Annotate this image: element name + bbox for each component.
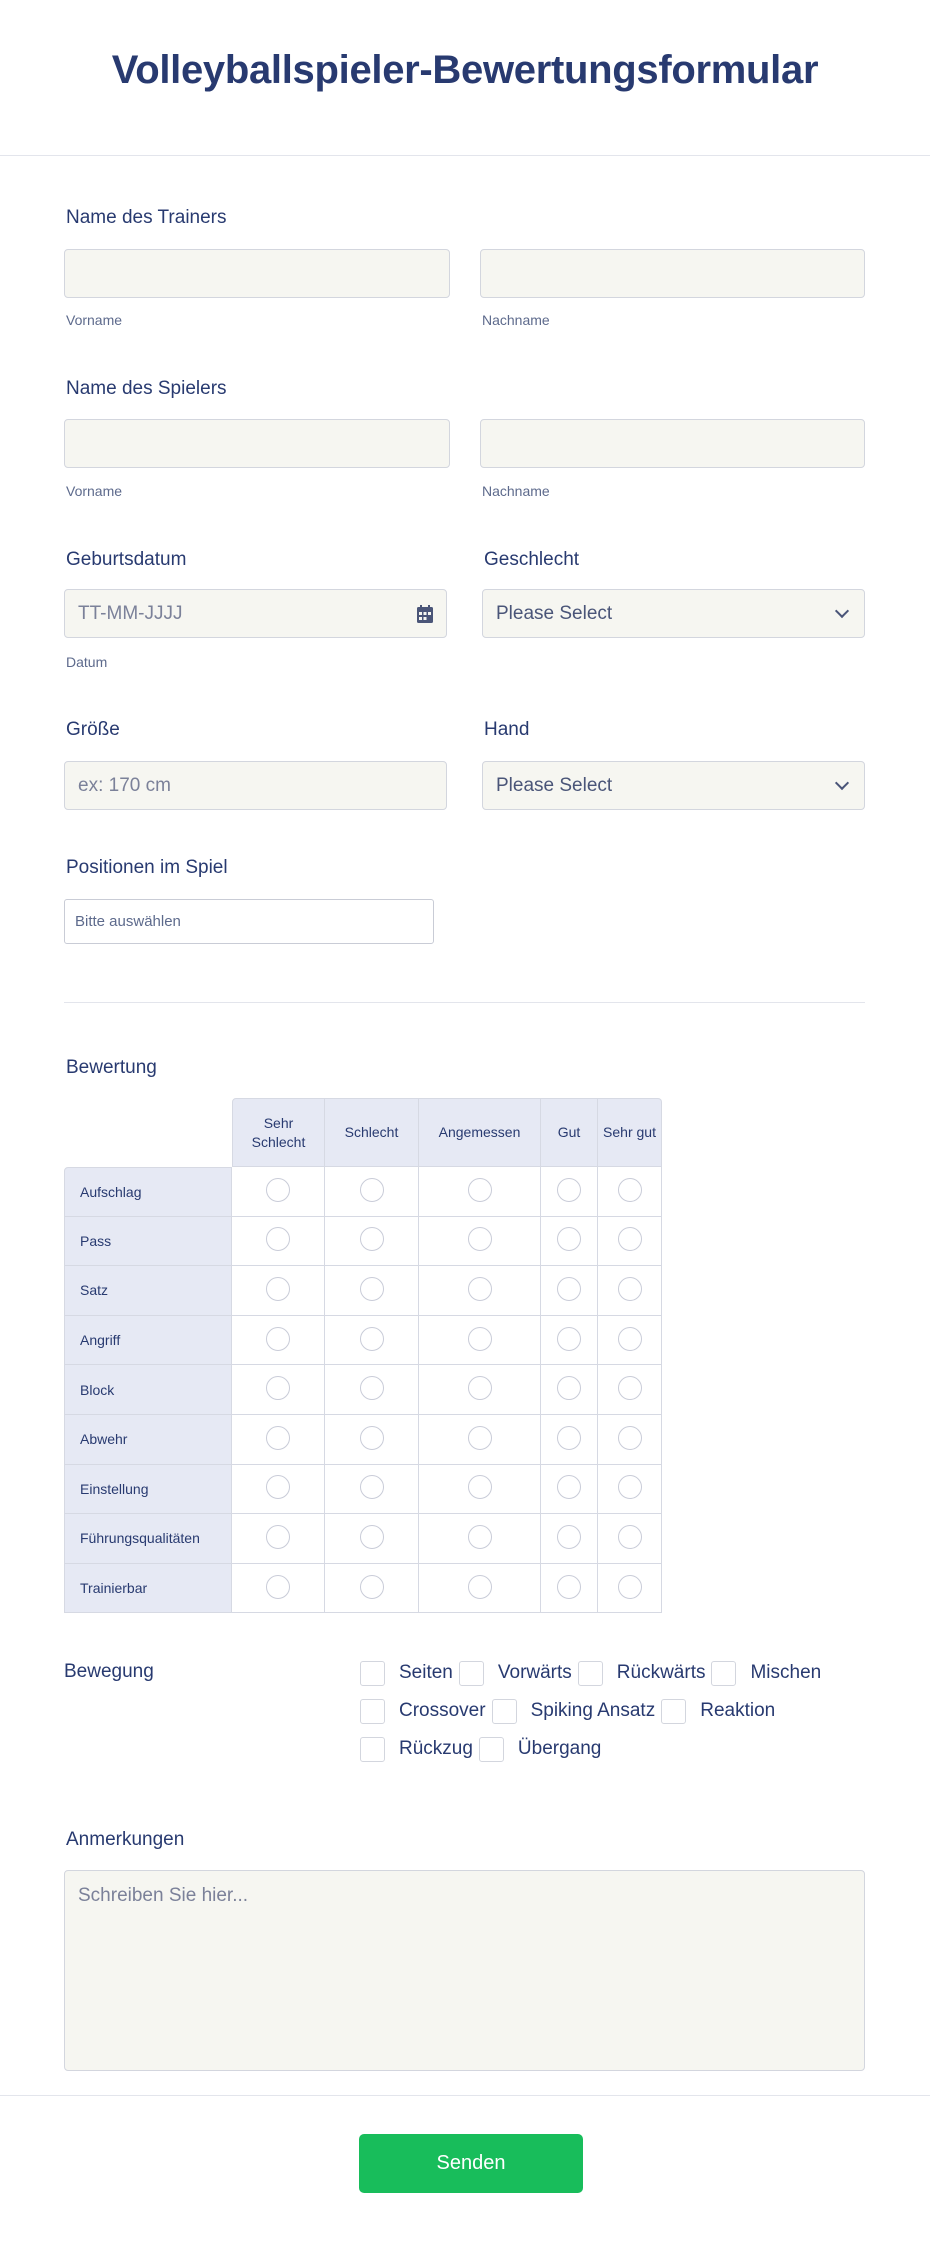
rating-radio[interactable] [618,1426,642,1450]
movement-checkbox[interactable] [578,1661,603,1686]
rating-radio[interactable] [618,1277,642,1301]
notes-label: Anmerkungen [66,1829,185,1850]
matrix-cell [541,1564,598,1614]
matrix-cell [541,1514,598,1564]
form-title: Volleyballspieler-Bewertungsformular [111,48,819,92]
movement-option-label[interactable]: Crossover [399,1700,486,1721]
matrix-cell [598,1365,662,1415]
matrix-cell [598,1167,662,1217]
matrix-cell [598,1266,662,1316]
movement-checkbox[interactable] [459,1661,484,1686]
rating-radio[interactable] [360,1376,384,1400]
movement-checkbox[interactable] [492,1699,517,1724]
rating-radio[interactable] [360,1227,384,1251]
rating-radio[interactable] [618,1327,642,1351]
trainer-name-label: Name des Trainers [66,207,227,228]
matrix-column-header: Gut [541,1098,598,1167]
submit-button[interactable]: Senden [359,2134,583,2193]
matrix-row [64,1365,662,1415]
matrix-cell [598,1514,662,1564]
movement-option-label[interactable]: Vorwärts [497,1662,572,1683]
rating-radio[interactable] [468,1227,492,1251]
rating-radio[interactable] [266,1227,290,1251]
movement-option-label[interactable]: Spiking Ansatz [530,1700,656,1721]
notes-textarea[interactable] [64,1870,865,2071]
rating-radio[interactable] [360,1575,384,1599]
rating-radio[interactable] [557,1227,581,1251]
matrix-cell [419,1217,541,1267]
rating-radio[interactable] [360,1525,384,1549]
rating-radio[interactable] [468,1525,492,1549]
rating-radio[interactable] [266,1525,290,1549]
matrix-cell [232,1514,325,1564]
rating-radio[interactable] [360,1277,384,1301]
matrix-row-label: Pass [64,1217,232,1267]
movement-checkbox[interactable] [360,1661,385,1686]
birthdate-label: Geburtsdatum [66,549,187,570]
matrix-cell [232,1167,325,1217]
movement-label: Bewegung [64,1661,154,1682]
rating-radio[interactable] [468,1475,492,1499]
checkbox-row [360,1730,880,1768]
matrix-cell [598,1465,662,1515]
matrix-cell [419,1514,541,1564]
movement-checkbox[interactable] [661,1699,686,1724]
matrix-cell [419,1266,541,1316]
matrix-cell [232,1266,325,1316]
player-last-name-input[interactable] [480,419,865,468]
matrix-row-label: Trainierbar [64,1564,232,1614]
matrix-cell [232,1564,325,1614]
rating-radio[interactable] [557,1426,581,1450]
movement-checkbox-group [360,1654,880,1768]
matrix-cell [325,1167,419,1217]
matrix-row-label: Block [64,1365,232,1415]
rating-radio[interactable] [557,1525,581,1549]
matrix-cell [419,1564,541,1614]
rating-radio[interactable] [266,1575,290,1599]
height-label: Größe [66,719,120,740]
matrix-cell [598,1217,662,1267]
matrix-cell [541,1365,598,1415]
matrix-row [64,1564,662,1614]
positions-dropdown[interactable] [64,899,434,944]
matrix-column-header: Angemessen [419,1098,541,1167]
rating-radio[interactable] [468,1178,492,1202]
matrix-cell [325,1415,419,1465]
chevron-down-icon [835,775,849,789]
matrix-row [64,1514,662,1564]
movement-option-label[interactable]: Rückwärts [616,1662,706,1683]
matrix-row-label: Satz [64,1266,232,1316]
matrix-cell [325,1266,419,1316]
matrix-cell [419,1316,541,1366]
matrix-cell [541,1167,598,1217]
rating-radio[interactable] [618,1376,642,1400]
birthdate-placeholder: TT-MM-JJJJ [78,602,183,624]
checkbox-row [360,1654,880,1692]
player-first-name-input[interactable] [64,419,450,468]
matrix-row-label: Führungsqualitäten [64,1514,232,1564]
matrix-cell [232,1217,325,1267]
rating-radio[interactable] [468,1426,492,1450]
matrix-column-header: Sehr Schlecht [232,1098,325,1167]
movement-option-label[interactable]: Rückzug [399,1738,473,1759]
rating-radio[interactable] [468,1327,492,1351]
rating-radio[interactable] [360,1426,384,1450]
movement-option-label[interactable]: Reaktion [700,1700,776,1721]
movement-checkbox[interactable] [479,1737,504,1762]
player-name-label: Name des Spielers [66,378,227,399]
gender-select[interactable] [482,589,865,638]
matrix-row [64,1316,662,1366]
footer-divider [0,2095,930,2096]
matrix-row [64,1266,662,1316]
rating-radio[interactable] [266,1426,290,1450]
matrix-cell [541,1217,598,1267]
matrix-cell [419,1167,541,1217]
rating-radio[interactable] [360,1178,384,1202]
rating-radio[interactable] [266,1178,290,1202]
movement-checkbox[interactable] [711,1661,736,1686]
movement-option-label[interactable]: Mischen [750,1662,822,1683]
rating-radio[interactable] [618,1178,642,1202]
matrix-cell [419,1365,541,1415]
matrix-cell [325,1365,419,1415]
rating-radio[interactable] [557,1575,581,1599]
matrix-cell [541,1316,598,1366]
matrix-cell [325,1316,419,1366]
rating-radio[interactable] [557,1277,581,1301]
matrix-row-label: Aufschlag [64,1167,232,1217]
movement-checkbox[interactable] [360,1737,385,1762]
matrix-cell [325,1514,419,1564]
checkbox-row [360,1692,880,1730]
positions-placeholder: Bitte auswählen [75,913,181,930]
matrix-column-header: Schlecht [325,1098,419,1167]
notes-placeholder: Schreiben Sie hier... [78,1885,249,1906]
rating-radio[interactable] [557,1376,581,1400]
rating-radio[interactable] [468,1575,492,1599]
rating-radio[interactable] [618,1475,642,1499]
rating-radio[interactable] [618,1525,642,1549]
matrix-cell [232,1415,325,1465]
matrix-row [64,1415,662,1465]
chevron-down-icon [835,603,849,617]
trainer-last-name-input[interactable] [480,249,865,298]
rating-radio[interactable] [557,1327,581,1351]
section-divider [64,1002,865,1003]
birthdate-input[interactable] [64,589,447,638]
matrix-cell [419,1465,541,1515]
hand-label: Hand [484,719,530,740]
matrix-cell [232,1365,325,1415]
birthdate-sublabel: Datum [66,654,108,670]
rating-radio[interactable] [266,1327,290,1351]
matrix-cell [232,1316,325,1366]
matrix-row [64,1167,662,1217]
positions-label: Positionen im Spiel [66,857,228,878]
matrix-row [64,1465,662,1515]
matrix-row [64,1217,662,1267]
matrix-cell [419,1415,541,1465]
rating-radio[interactable] [618,1227,642,1251]
rating-radio[interactable] [557,1178,581,1202]
matrix-cell [325,1217,419,1267]
trainer-first-name-input[interactable] [64,249,450,298]
matrix-cell [598,1564,662,1614]
rating-radio[interactable] [468,1277,492,1301]
hand-selected-value: Please Select [496,774,613,796]
movement-option-label[interactable]: Übergang [517,1738,602,1759]
matrix-row-label: Angriff [64,1316,232,1366]
matrix-cell [541,1415,598,1465]
rating-radio[interactable] [557,1475,581,1499]
trainer-first-name-sublabel: Vorname [66,312,123,328]
movement-checkbox[interactable] [360,1699,385,1724]
matrix-cell [232,1465,325,1515]
matrix-row-label: Abwehr [64,1415,232,1465]
player-last-name-sublabel: Nachname [482,483,550,499]
gender-selected-value: Please Select [496,602,613,624]
rating-label: Bewertung [66,1057,157,1078]
rating-radio[interactable] [360,1327,384,1351]
movement-option-label[interactable]: Seiten [399,1662,453,1683]
matrix-column-header: Sehr gut [598,1098,662,1167]
player-first-name-sublabel: Vorname [66,483,123,499]
hand-select[interactable] [482,761,865,810]
header-divider [0,155,930,156]
calendar-icon[interactable] [417,605,433,623]
rating-radio[interactable] [360,1475,384,1499]
matrix-cell [541,1465,598,1515]
matrix-cell [598,1415,662,1465]
rating-radio[interactable] [266,1277,290,1301]
trainer-last-name-sublabel: Nachname [482,312,550,328]
matrix-cell [325,1465,419,1515]
matrix-cell [541,1266,598,1316]
rating-matrix [64,1098,662,1613]
rating-radio[interactable] [266,1376,290,1400]
matrix-cell [325,1564,419,1614]
rating-radio[interactable] [468,1376,492,1400]
height-placeholder: ex: 170 cm [78,774,171,796]
rating-radio[interactable] [266,1475,290,1499]
matrix-cell [598,1316,662,1366]
gender-label: Geschlecht [484,549,580,570]
rating-radio[interactable] [618,1575,642,1599]
matrix-row-label: Einstellung [64,1465,232,1515]
height-input[interactable] [64,761,447,810]
matrix-corner [64,1098,232,1167]
